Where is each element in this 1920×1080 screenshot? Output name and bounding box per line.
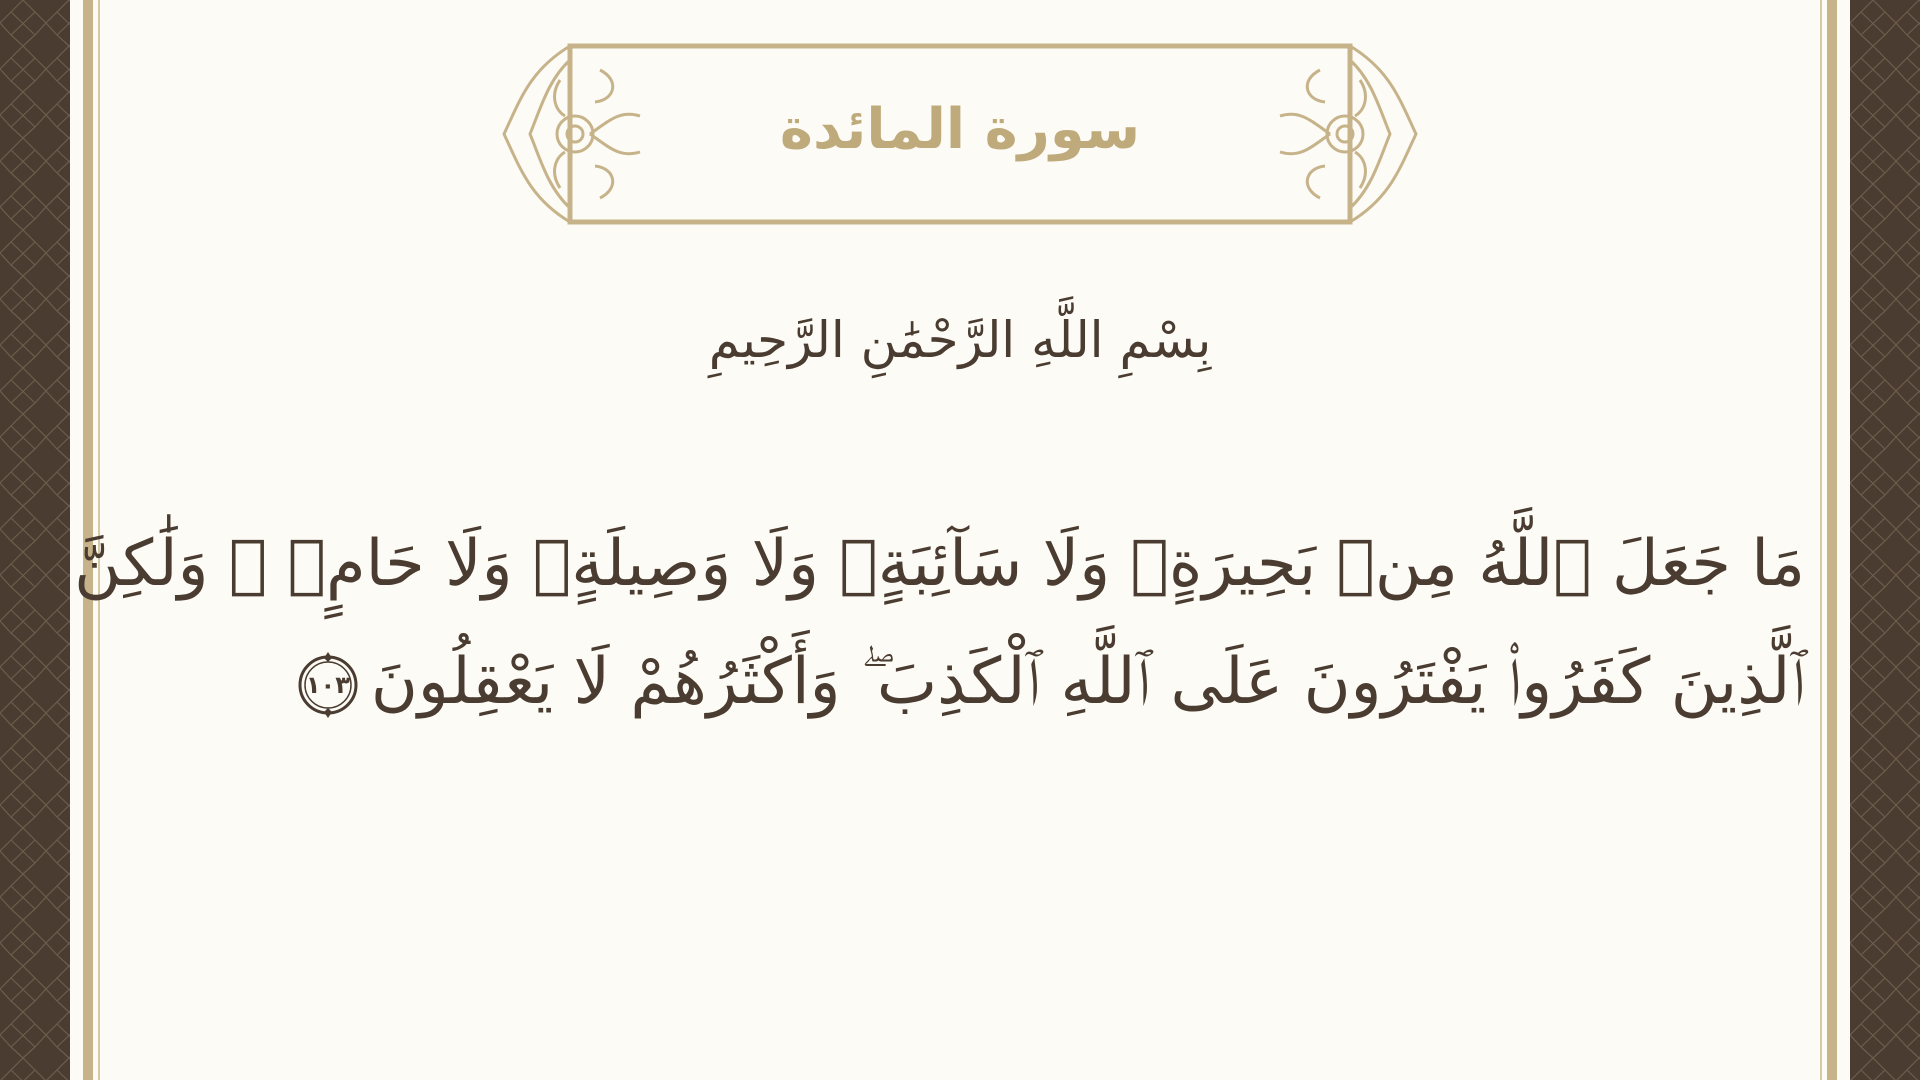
- right-inner-rule: [1820, 0, 1822, 1080]
- surah-title: سورة المائدة: [779, 97, 1141, 162]
- ayah-number: ١٠٣: [305, 671, 350, 700]
- verse-line-1: مَا جَعَلَ ٱللَّهُ مِنۢ بَحِيرَةٍۢ وَلَا سَآئِبَةٍۢ وَلَا وَصِيلَةٍۢ وَلَا حَامٍۢ ۙ وَلَٰكِنَّ: [74, 527, 1805, 601]
- ayah-end-marker-icon: [295, 652, 361, 718]
- right-gold-rule: [1827, 0, 1837, 1080]
- verse-line-2: [270, 623, 1805, 741]
- basmala: بِسْمِ اللَّهِ الرَّحْمَٰنِ الرَّحِيمِ: [708, 311, 1212, 369]
- verse-line-2-text: ٱلَّذِينَ كَفَرُوا۟ يَفْتَرُونَ عَلَى ٱللَّهِ ٱلْكَذِبَ ۖ وَأَكْثَرُهُمْ لَا يَعْقِلُونَ: [370, 645, 1805, 719]
- surah-title-frame: [500, 40, 1420, 230]
- left-geometric-border: [0, 0, 70, 1080]
- right-geometric-border: [1850, 0, 1920, 1080]
- verse-text: [74, 505, 1805, 741]
